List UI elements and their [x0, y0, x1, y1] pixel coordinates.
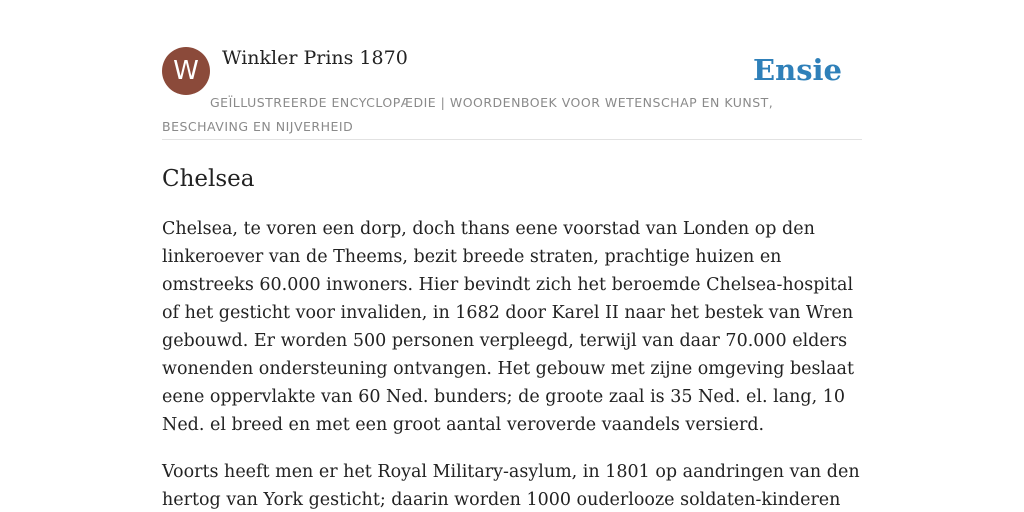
source-subtitle: GEÏLLUSTREERDE ENCYCLOPÆDIE | WOORDENBOEK VOOR WETENSCHAP EN KUNST, BESCHAVING EN NIJVERHEID: [162, 95, 774, 134]
article-paragraph: Chelsea, te voren een dorp, doch thans eene voorstad van Londen op den linkeroever van de Theems, bezit breede straten, prachtige huizen en omstreeks 60.000 inwoners. Hier bevindt zich het beroemde Chelsea-hospital of het gesticht voor invaliden, in 1682 door Karel II naar het bestek van Wren gebouwd. Er worden 500 personen verpleegd, terwijl van daar 70.000 elders wonenden ondersteuning ontvangen. Het gebouw met zijne omgeving beslaat eene oppervlakte van 60 Ned. bunders; de groote zaal is 35 Ned. el. lang, 10 Ned. el breed en met een groot aantal veroverde vaandels versierd.: [162, 219, 855, 435]
article-body: [162, 215, 867, 512]
brand-logo[interactable]: Ensie: [753, 53, 842, 87]
source-title[interactable]: Winkler Prins 1870: [222, 47, 408, 69]
article-paragraph: Voorts heeft men er het Royal Military-asylum, in 1801 op aandringen van den hertog van York gesticht; daarin worden 1000 ouderlooze soldaten-kinderen: [162, 462, 860, 510]
header-divider: [162, 139, 862, 140]
article-title: Chelsea: [162, 166, 255, 192]
source-avatar[interactable]: W: [162, 47, 210, 95]
